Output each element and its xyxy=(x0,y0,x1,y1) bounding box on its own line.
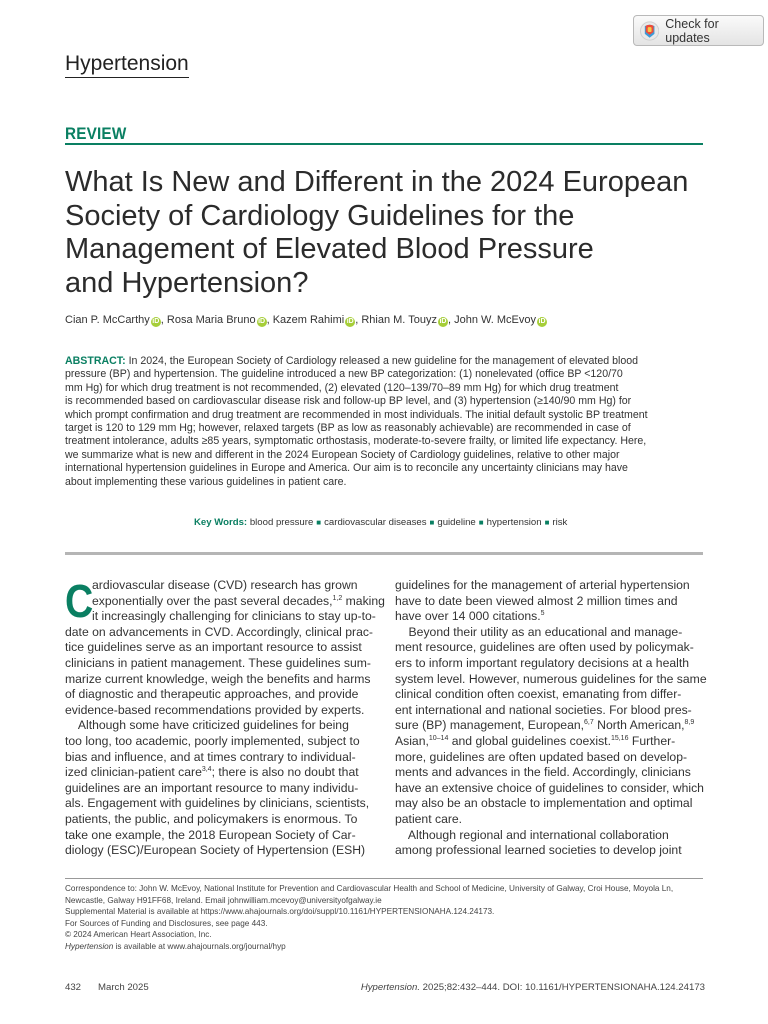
keyword: blood pressure xyxy=(249,517,314,528)
body-text: making xyxy=(342,593,385,608)
author-name[interactable]: Rhian M. Touyz xyxy=(361,314,437,326)
body-line: ized clinician-patient care xyxy=(65,765,202,780)
square-bullet-icon: ■ xyxy=(316,518,322,527)
square-bullet-icon: ■ xyxy=(544,518,550,527)
body-line: sure (BP) management, European, xyxy=(395,718,585,733)
body-line: Beyond their utility as an educational and manage- xyxy=(395,624,683,639)
abstract-line: we summarize what is new and different in the 2024 European Society of Cardiology guidelines, relative to other major xyxy=(65,448,620,461)
orcid-icon[interactable]: iD xyxy=(346,318,354,325)
abstract xyxy=(65,355,703,489)
square-bullet-icon: ■ xyxy=(478,518,484,527)
body-line: marize current knowledge, weigh the benefits and harms xyxy=(65,671,371,686)
body-line: Although regional and international collaboration xyxy=(395,827,669,842)
body-text: ; there is also no doubt that xyxy=(211,765,359,780)
body-line: evidence-based recommendations provided by experts. xyxy=(65,702,365,717)
body-line: ent international and national societies. For blood pres- xyxy=(395,702,692,717)
body-line: tice guidelines serve as an important resource to assist xyxy=(65,640,362,655)
citation-ref[interactable]: 8,9 xyxy=(684,719,695,727)
keyword: cardiovascular diseases xyxy=(324,517,427,528)
body-line: have an extensive choice of guidelines to consider, which xyxy=(395,780,704,795)
body-text: Further- xyxy=(628,733,676,748)
footnote-line: © 2024 American Heart Association, Inc. xyxy=(65,930,212,940)
citation-ref[interactable]: 3,4 xyxy=(201,766,212,774)
author-name[interactable]: Cian P. McCarthy xyxy=(65,314,150,326)
title-line: What Is New and Different in the 2024 European xyxy=(65,166,689,198)
body-line: date on advancements in CVD. Accordingly, clinical prac- xyxy=(65,624,373,639)
body-line: take one example, the 2018 European Society of Car- xyxy=(65,827,356,842)
body-line: more, guidelines are often updated based on develop- xyxy=(395,749,688,764)
abstract-line: target is 120 to 129 mm Hg; however, relaxed targets (BP as low as reasonably achievable) are recommended in case of xyxy=(65,422,631,435)
title-line: Management of Elevated Blood Pressure xyxy=(65,233,594,265)
body-line: have over 14 000 citations. xyxy=(395,609,541,624)
crossmark-badge-icon xyxy=(640,21,659,41)
body-line: may also be an obstacle to implementation and optimal xyxy=(395,796,693,811)
author-name[interactable]: Rosa Maria Bruno xyxy=(166,314,256,326)
body-line: ardiovascular disease (CVD) research has grown xyxy=(92,578,358,592)
footnote-line[interactable]: Newcastle, Galway H91FF68, Ireland. Email johnwilliam.mcevoy@universityofgalway.ie xyxy=(65,895,382,905)
body-line: patient care. xyxy=(395,811,463,826)
abstract-divider xyxy=(65,552,703,555)
abstract-line: international hypertension guidelines in Europe and America. Our aim is to reconcile any uncertainty clinicians may have xyxy=(65,462,628,475)
page-number: 432 xyxy=(65,982,82,993)
abstract-line: is recommended based on cardiovascular disease risk and follow-up BP level, and (3) hypertension (≥140/90 mm Hg) for xyxy=(65,395,632,408)
journal-name: Hypertension xyxy=(65,52,189,78)
body-line: diology (ESC)/European Society of Hypertension (ESH) xyxy=(65,843,366,858)
abstract-line: In 2024, the European Society of Cardiology released a new guideline for the management of elevated blood xyxy=(125,355,638,367)
abstract-line: treatment intolerance, adults ≥85 years, symptomatic orthostasis, moderate-to-severe frailty, or limited life expectancy. Here, xyxy=(65,435,647,448)
citation-ref[interactable]: 10–14 xyxy=(428,734,449,742)
section-divider xyxy=(65,143,703,145)
body-line: bias and influence, and at times contrary to individual- xyxy=(65,749,356,764)
orcid-icon[interactable]: iD xyxy=(439,318,447,325)
keywords xyxy=(194,517,567,528)
abstract-line: which prompt confirmation and drug treatment are recommended in most individuals. The initial default systolic BP treatment xyxy=(65,408,648,421)
keyword: hypertension xyxy=(486,517,542,528)
citation-ref[interactable]: 15,16 xyxy=(610,734,629,742)
citation-ref[interactable]: 1,2 xyxy=(332,594,343,602)
citation-line xyxy=(361,982,705,993)
square-bullet-icon: ■ xyxy=(429,518,435,527)
body-line: Although some have criticized guidelines for being xyxy=(65,718,349,733)
orcid-icon[interactable]: iD xyxy=(152,318,160,325)
body-text: North American, xyxy=(593,718,685,733)
check-for-updates-label: Check for updates xyxy=(665,16,719,45)
author-name[interactable]: John W. McEvoy xyxy=(454,314,536,326)
author-name[interactable]: Kazem Rahimi xyxy=(272,314,345,326)
body-line: guidelines are an important resource to many individu- xyxy=(65,780,359,795)
body-line: ers to inform important regulatory decisions at a health xyxy=(395,655,689,670)
footnotes xyxy=(65,883,710,953)
footnote-line[interactable]: Supplemental Material is available at https://www.ahajournals.org/doi/suppl/10.1161/HYPERTENSIONAHA.124.24173. xyxy=(65,907,495,917)
author-list: Cian P. McCarthy iD , Rosa Maria Bruno iD , Kazem Rahimi iD , Rhian M. Touyz iD , John W. McEvoy iD xyxy=(65,314,546,326)
body-line: too long, too academic, poorly implemented, subject to xyxy=(65,733,360,748)
body-line: clinical condition often coexist, emanating from differ- xyxy=(395,687,682,702)
footnote-line[interactable]: is available at www.ahajournals.org/journal/hyp xyxy=(113,941,286,951)
abstract-line: pressure (BP) and hypertension. The guideline introduced a new BP categorization: (1) nonelevated (office BP <120/70 xyxy=(65,368,623,381)
keyword: risk xyxy=(552,517,568,528)
citation-journal: Hypertension. xyxy=(360,982,421,993)
abstract-line: about implementing these various guidelines in patient care. xyxy=(65,475,347,488)
orcid-icon[interactable]: iD xyxy=(538,318,546,325)
body-line: Asian, xyxy=(395,733,429,748)
body-column-left xyxy=(65,575,385,859)
body-text: and global guidelines coexist. xyxy=(448,733,611,748)
body-column-right xyxy=(395,578,707,859)
body-line: ments and advances in the field. Accordingly, clinicians xyxy=(395,765,691,780)
body-line: among professional learned societies to develop joint xyxy=(395,843,682,858)
footnote-divider xyxy=(65,878,703,879)
body-line: clinicians in patient management. These guidelines sum- xyxy=(65,655,371,670)
citation-details[interactable]: 2025;82:432–444. DOI: 10.1161/HYPERTENSIONAHA.124.24173 xyxy=(420,982,705,993)
keyword: guideline xyxy=(437,517,476,528)
body-line: patients, the public, and policymakers is enormous. To xyxy=(65,811,358,826)
body-line: it increasingly challenging for clinicians to stay up-to- xyxy=(92,609,376,624)
abstract-line: mm Hg) for which drug treatment is not recommended, (2) elevated (120–139/70–89 mm Hg) for which drug treatment xyxy=(65,381,619,394)
drop-cap: C xyxy=(65,575,94,627)
body-line: of diagnostic and therapeutic approaches, and provide xyxy=(65,687,359,702)
footnote-line: For Sources of Funding and Disclosures, see page 443. xyxy=(65,918,268,928)
citation-ref[interactable]: 5 xyxy=(540,610,545,618)
footnote-line: Correspondence to: John W. McEvoy, National Institute for Prevention and Cardiovascular Health and School of Medicine, University of Galway, Croi House, Moyola Ln, xyxy=(65,884,674,893)
body-line: ment resource, guidelines are often used by policymak- xyxy=(395,640,694,655)
body-line: have to date been viewed almost 2 million times and xyxy=(395,593,678,608)
body-line: guidelines for the management of arterial hypertension xyxy=(395,578,690,592)
article-title xyxy=(65,166,715,300)
issue-date: March 2025 xyxy=(98,982,149,993)
footnote-journal: Hypertension xyxy=(65,941,114,951)
citation-ref[interactable]: 6,7 xyxy=(584,719,594,727)
body-line: system level. However, numerous guidelines for the same xyxy=(395,671,707,686)
body-line: als. Engagement with guidelines by clinicians, scientists, xyxy=(65,796,370,811)
section-label: REVIEW xyxy=(65,124,127,143)
body-line: exponentially over the past several decades, xyxy=(92,593,333,608)
title-line: and Hypertension? xyxy=(65,266,309,299)
orcid-icon[interactable]: iD xyxy=(258,318,266,325)
keywords-label: Key Words: xyxy=(194,517,248,528)
title-line: Society of Cardiology Guidelines for the xyxy=(65,199,575,232)
abstract-label: ABSTRACT: xyxy=(65,355,126,367)
check-for-updates-button[interactable] xyxy=(633,15,764,46)
